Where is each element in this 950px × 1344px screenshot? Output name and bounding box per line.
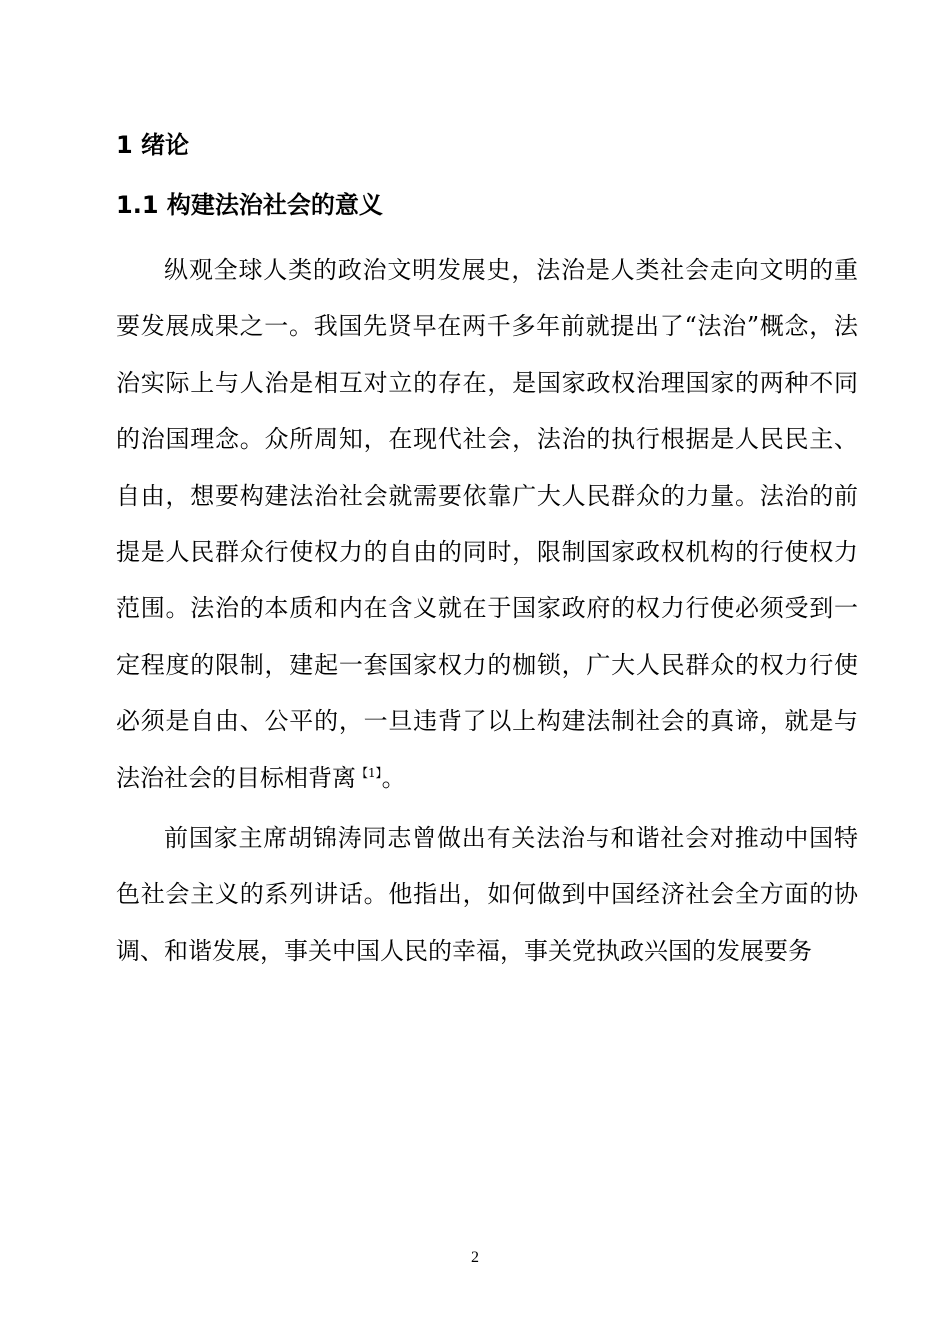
section-heading: 1.1 构建法治社会的意义 (116, 191, 383, 219)
paragraph-1-ending: 。 (381, 763, 406, 792)
chapter-heading: 1 绪论 (116, 131, 190, 159)
body-paragraph-2: 前国家主席胡锦涛同志曾做出有关法治与和谐社会对推动中国特色社会主义的系列讲话。他指出，如何做到中国经济社会全方面的协调、和谐发展，事关中国人民的幸福，事关党执政兴国的发展要务 (116, 824, 858, 965)
page-number: 2 (471, 1249, 479, 1266)
citation-marker: 【1】 (356, 765, 382, 780)
page-content (116, 128, 858, 983)
body-paragraph-1 (116, 242, 858, 806)
paragraph-1-text: 纵观全球人类的政治文明发展史，法治是人类社会走向文明的重要发展成果之一。我国先贤早在两千多年前就提出了“法治”概念，法治实际上与人治是相互对立的存在，是国家政权治理国家的两种不同的治国理念。众所周知，在现代社会，法治的执行根据是人民民主、自由，想要构建法治社会就需要依靠广大人民群众的力量。法治的前提是人民群众行使权力的自由的同时，限制国家政权机构的行使权力范围。法治的本质和内在含义就在于国家政府的权力行使必须受到一定程度的限制，建起一套国家权力的枷锁，广大人民群众的权力行使必须是自由、公平的，一旦违背了以上构建法制社会的真谛，就是与法治社会的目标相背离 (116, 256, 858, 792)
